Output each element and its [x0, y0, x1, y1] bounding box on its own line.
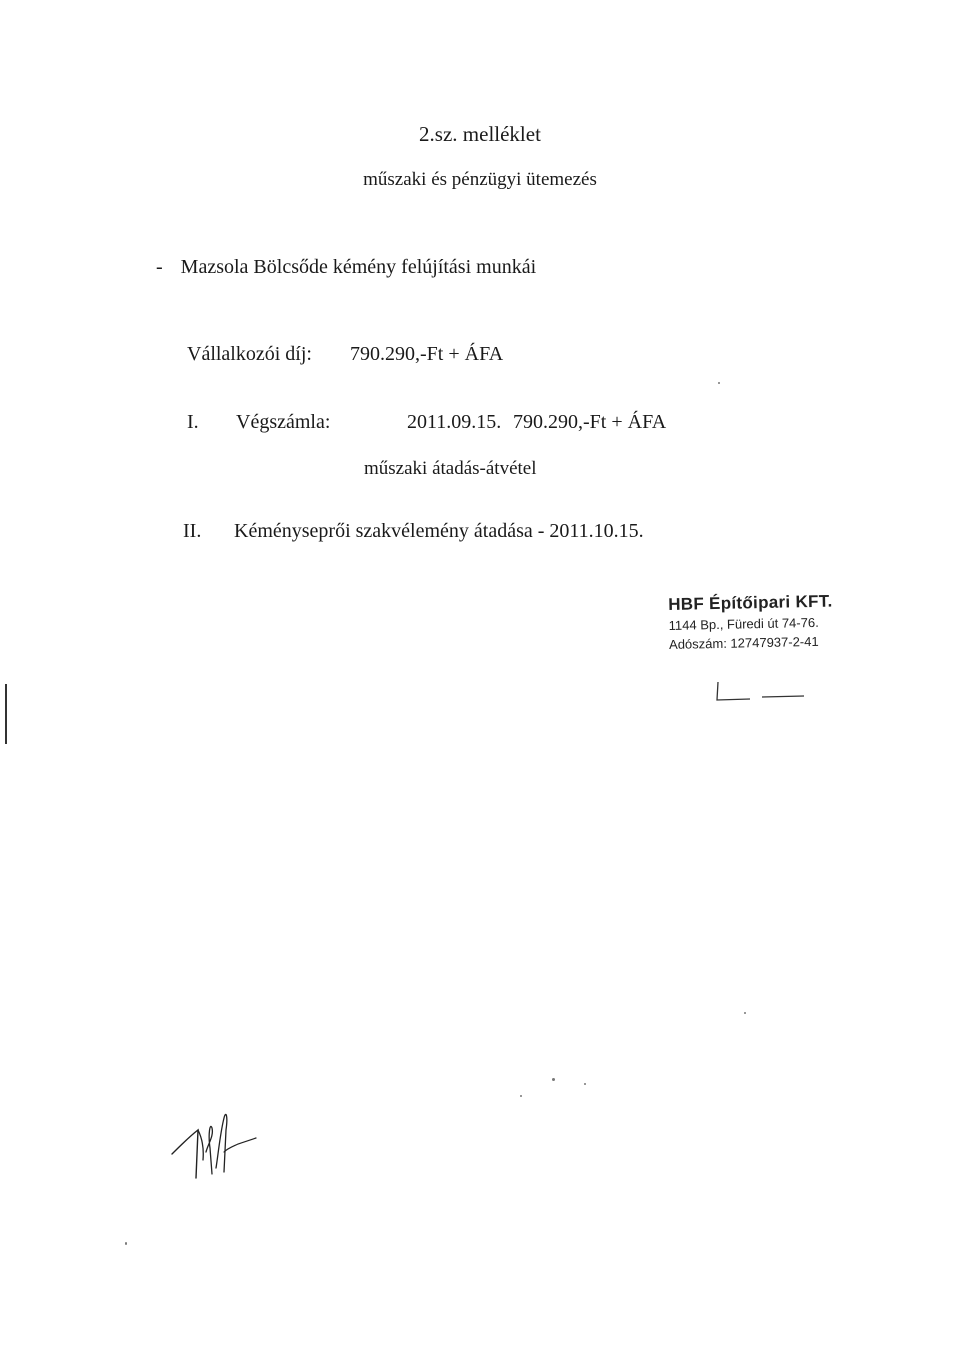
project-line — [156, 255, 536, 279]
scan-speck — [718, 382, 720, 384]
scan-speck — [125, 1242, 127, 1245]
schedule-item-amount: 790.290,-Ft + ÁFA — [513, 411, 667, 433]
stamp-address: 1144 Bp., Füredi út 74-76. — [668, 614, 819, 633]
schedule-item-number: II. — [183, 520, 202, 542]
schedule-item-label: Kéményseprői szakvélemény átadása - 2011.10.15. — [234, 520, 644, 542]
stamp-company-name: HBF Építőipari KFT. — [668, 591, 833, 614]
scan-speck — [584, 1083, 586, 1085]
fee-value: 790.290,-Ft + ÁFA — [350, 343, 504, 365]
schedule-item-number: I. — [187, 411, 199, 433]
scan-speck — [552, 1078, 555, 1081]
document-subtitle: műszaki és pénzügyi ütemezés — [363, 169, 597, 190]
stamp-signature-icon — [712, 680, 812, 704]
document-title: 2.sz. melléklet — [419, 122, 541, 146]
company-stamp — [668, 590, 849, 654]
project-dash: - — [156, 256, 163, 278]
scan-edge-mark — [5, 684, 7, 744]
scan-speck — [520, 1095, 522, 1097]
schedule-item-date: 2011.09.15. — [407, 411, 502, 433]
fee-label: Vállalkozói díj: — [187, 343, 312, 365]
project-name: Mazsola Bölcsőde kémény felújítási munkái — [180, 256, 537, 278]
schedule-item-note: műszaki átadás-átvétel — [364, 458, 537, 479]
handwritten-signature-icon — [168, 1108, 260, 1180]
schedule-item-label: Végszámla: — [236, 411, 331, 433]
stamp-tax-number: Adószám: 12747937-2-41 — [668, 633, 819, 652]
scan-speck — [744, 1012, 746, 1014]
